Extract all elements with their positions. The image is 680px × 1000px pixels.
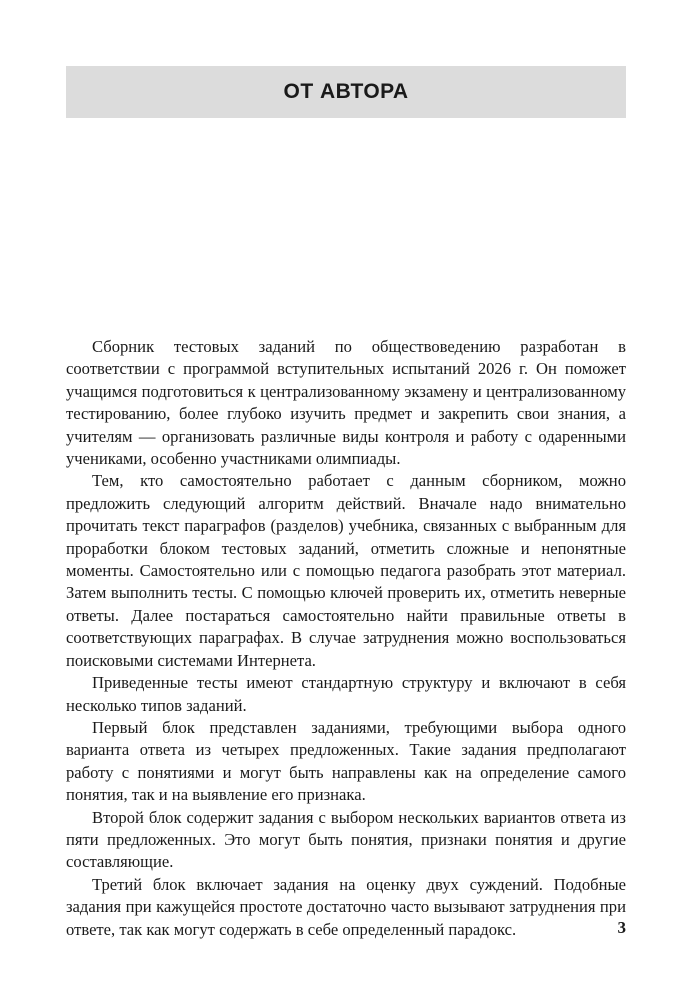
section-header xyxy=(66,66,626,118)
body-text xyxy=(66,336,626,941)
paragraph-1: Сборник тестовых заданий по обществоведению разработан в соответствии с программой вступительных испытаний 2026 г. Он поможет учащимся подготовиться к централизованному экзамену и централизованному тестированию, более глубоко изучить предмет и закрепить свои знания, а учителям — организовать различные виды контроля и работу с одаренными учениками, особенно участниками олимпиады. xyxy=(66,337,626,469)
page-number: 3 xyxy=(617,918,626,937)
paragraph-4: Первый блок представлен заданиями, требующими выбора одного варианта ответа из четырех предложенных. Такие задания предполагают работу с понятиями и могут быть направлены как на определение самого понятия, так и на выявление его признака. xyxy=(66,717,626,805)
paragraph-6: Третий блок включает задания на оценку двух суждений. Подобные задания при кажущейся простоте достаточно часто вызывают затруднения при ответе, так как могут содержать в себе определенный парадокс. xyxy=(66,874,626,939)
paragraph-3: Приведенные тесты имеют стандартную структуру и включают в себя несколько типов заданий. xyxy=(66,673,626,715)
page-title: ОТ АВТОРА xyxy=(283,80,409,103)
paragraph-2: Тем, кто самостоятельно работает с данным сборником, можно предложить следующий алгоритм действий. Вначале надо внимательно прочитать текст параграфов (разделов) учебника, связанных с выбранным для проработки блоком тестовых заданий, отметить сложные и непонятные моменты. Самостоятельно или с помощью педагога разобрать этот материал. Затем выполнить тесты. С помощью ключей проверить их, отметить неверные ответы. Далее постараться самостоятельно найти правильные ответы в соответствующих параграфах. В случае затруднения можно воспользоваться поисковыми системами Интернета. xyxy=(66,471,626,670)
paragraph-5: Второй блок содержит задания с выбором нескольких вариантов ответа из пяти предложенных. Это могут быть понятия, признаки понятия и другие составляющие. xyxy=(66,807,626,872)
